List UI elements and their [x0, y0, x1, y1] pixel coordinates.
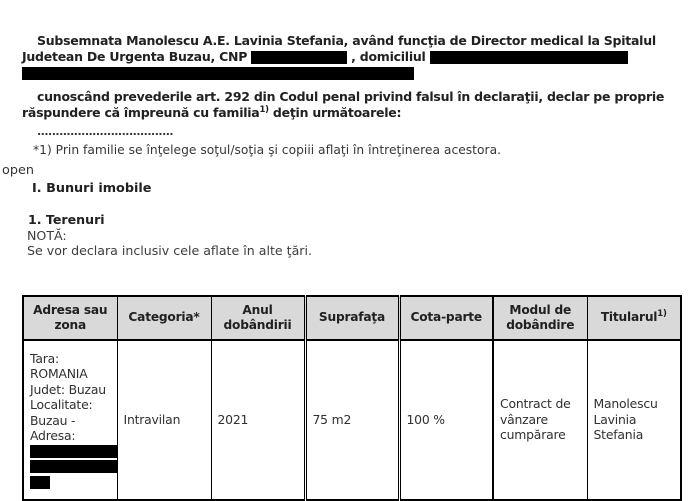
declarant-line-2-text: Judetean De Urgenta Buzau, CNP [22, 48, 248, 64]
subsection-heading-terenuri: 1. Terenuri [28, 212, 105, 227]
note-label: NOTĂ: [27, 227, 67, 243]
header-row [23, 296, 681, 340]
titular-header-label: Titularul [600, 310, 658, 325]
terenuri-table [22, 295, 682, 501]
addr-line-localitate: Localitate: [30, 397, 93, 412]
oath-line-2-text: răspundere că împreună cu familia [22, 104, 260, 120]
terenuri-table-header [23, 296, 681, 340]
addr-line-judet: Judet: Buzau [30, 381, 106, 397]
header-cell-anul-dobandirii: Anul dobândirii [211, 296, 305, 340]
declarant-line-2 [22, 49, 682, 65]
header-cell-adresa: Adresa sau zona [23, 296, 117, 340]
titular-footnote-sup: 1) [657, 309, 667, 320]
oath-line-2-tail: deţin următoarele: [268, 104, 402, 120]
declarant-line-1: Subsemnata Manolescu A.E. Lavinia Stefania, având funcţia de Director medical la Spitalul [37, 33, 656, 48]
address-line-redaction-bar [22, 67, 414, 80]
header-cell-categoria: Categoria* [117, 296, 211, 340]
note-text: Se vor declara inclusiv cele aflate în alte ţări. [27, 243, 312, 258]
header-cell-titular [587, 296, 681, 340]
addr-line-adresa: Adresa: [30, 428, 76, 443]
oath-paragraph [22, 89, 682, 120]
cnp-redaction-bar [251, 51, 347, 64]
oath-line-2 [22, 105, 682, 121]
cell-anul-dobandirii: 2021 [211, 340, 305, 500]
cell-modul-dobandire: Contract de vânzare cumpărare [493, 340, 587, 500]
address-redaction-bar-3 [30, 476, 50, 489]
dotted-line: ..................................... [37, 125, 174, 138]
address-redaction-bar-1 [30, 445, 117, 458]
footnote-ref-sup: 1) [259, 104, 269, 115]
cell-titular: Manolescu Lavinia Stefania [587, 340, 681, 500]
addr-line-tara: Tara: [30, 350, 59, 366]
section-heading-bunuri-imobile: I. Bunuri imobile [32, 181, 152, 196]
domiciliul-label: , domiciliul [351, 48, 426, 64]
addr-line-romania: ROMANIA [30, 366, 88, 381]
declarant-paragraph [22, 33, 682, 80]
header-cell-cota-parte: Cota-parte [399, 296, 493, 340]
open-label: open [2, 163, 34, 178]
header-cell-suprafata: Suprafaţa [305, 296, 399, 340]
family-footnote: *1) Prin familie se înţelege soţul/soţia şi copiii aflaţi în întreţinerea acestora. [33, 143, 502, 157]
header-cell-modul-dobandire: Modul de dobândire [493, 296, 587, 340]
cell-suprafata: 75 m2 [305, 340, 399, 500]
oath-line-1: cunoscând prevederile art. 292 din Codul penal privind falsul în declaraţii, declar pe proprie [37, 89, 665, 104]
domiciliul-redaction-bar [430, 51, 628, 64]
addr-line-buzau: Buzau - [30, 412, 76, 428]
cell-categoria: Intravilan [117, 340, 211, 500]
address-redaction-bar-2 [30, 460, 117, 473]
table-row [23, 340, 681, 500]
terenuri-table-body [23, 340, 681, 500]
cell-cota-parte: 100 % [399, 340, 493, 500]
cell-adresa [23, 340, 117, 500]
